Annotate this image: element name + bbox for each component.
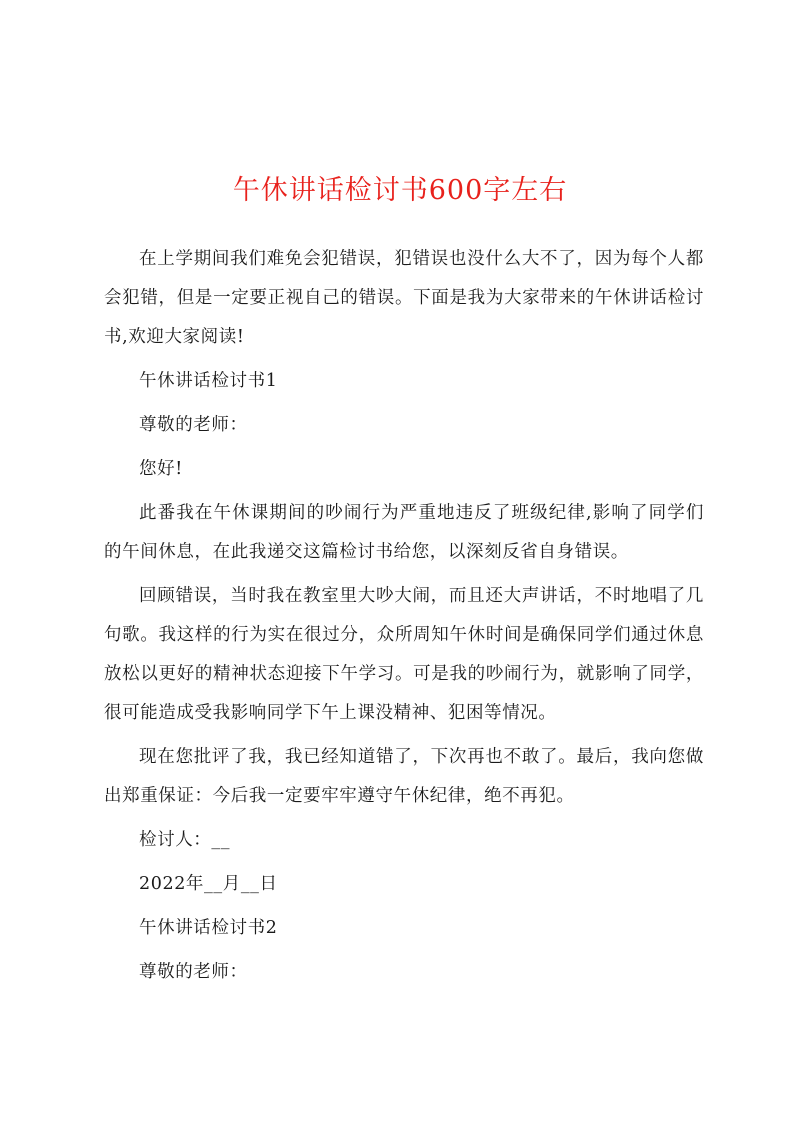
salutation: 尊敬的老师： xyxy=(139,962,248,982)
body-paragraph: 现在您批评了我，我已经知道错了，下次再也不敢了。最后，我向您做出郑重保证：今后我一定要牢牢遵守午休纪律，绝不再犯。 xyxy=(104,747,704,806)
intro-paragraph: 在上学期间我们难免会犯错误，犯错误也没什么大不了，因为每个人都会犯错，但是一定要正视自己的错误。下面是我为大家带来的午休讲话检讨书,欢迎大家阅读! xyxy=(104,249,704,347)
document-title: 午休讲话检讨书600字左右 xyxy=(232,175,568,206)
signature-line: 检讨人：__ xyxy=(139,830,231,850)
date-line: 2022年__月__日 xyxy=(139,874,278,894)
body-paragraph: 此番我在午休课期间的吵闹行为严重地违反了班级纪律,影响了同学们的午间休息，在此我递交这篇检讨书给您，以深刻反省自身错误。 xyxy=(104,503,704,562)
salutation: 尊敬的老师： xyxy=(139,415,248,435)
document-body xyxy=(104,240,704,997)
body-paragraph: 回顾错误，当时我在教室里大吵大闹，而且还大声讲话，不时地唱了几句歌。我这样的行为实在很过分，众所周知午休时间是确保同学们通过休息放松以更好的精神状态迎接下午学习。可是我的吵闹行为，就影响了同学，很可能造成受我影响同学下午上课没精神、犯困等情况。 xyxy=(104,586,704,723)
section-heading-1: 午休讲话检讨书1 xyxy=(139,371,278,391)
greeting: 您好! xyxy=(139,459,183,479)
section-heading-2: 午休讲话检讨书2 xyxy=(139,918,278,938)
